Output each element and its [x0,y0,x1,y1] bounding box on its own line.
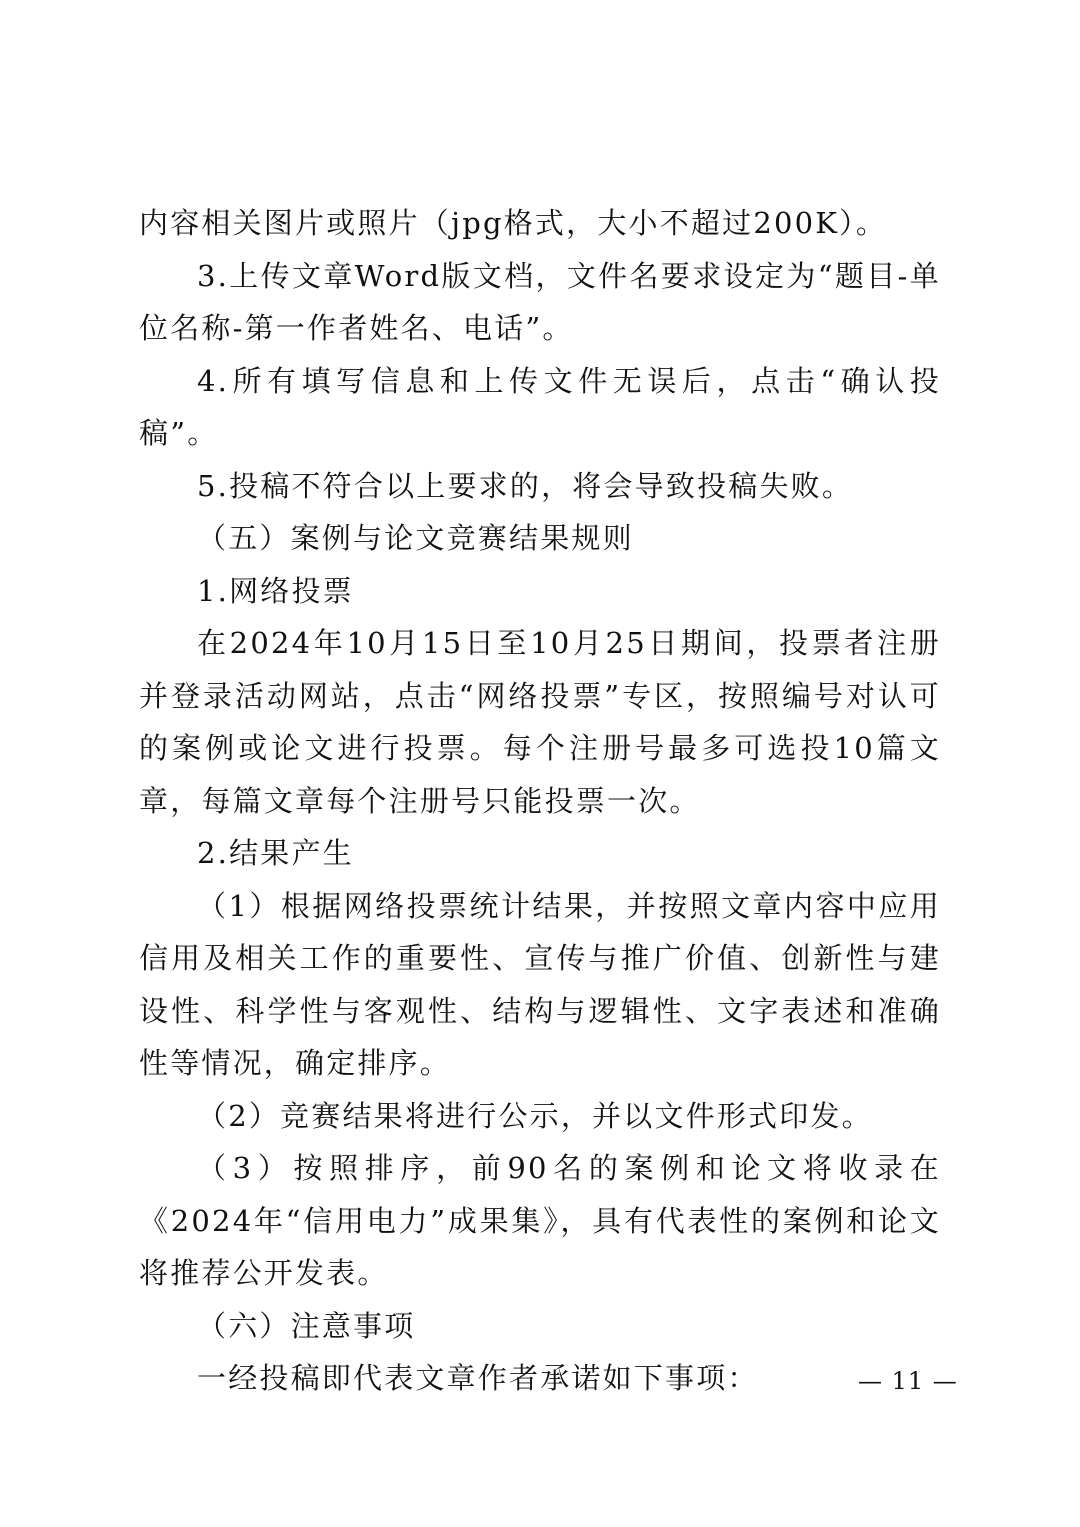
subheading-online-voting: 1.网络投票 [197,573,354,608]
paragraph-ranking-criteria: （1）根据网络投票统计结果，并按照文章内容中应用信用及相关工作的重要性、宣传与推广价值、创新性与建设性、科学性与客观性、结构与逻辑性、文字表述和准确性等情况，确定排序。 [139,888,941,1080]
paragraph-confirm-submission: 4.所有填写信息和上传文件无误后，点击“确认投稿”。 [139,363,941,450]
page-number: — 11 — [858,1367,958,1395]
paragraph-collection-inclusion: （3）按照排序，前90名的案例和论文将收录在《2024年“信用电力”成果集》，具有代表性的案例和论文将推荐公开发表。 [139,1151,941,1290]
paragraph-image-requirement: 内容相关图片或照片（jpg格式，大小不超过200K）。 [139,206,888,240]
paragraph-upload-word: 3.上传文章Word版文档，文件名要求设定为“题目-单位名称-第一作者姓名、电话”。 [139,258,941,345]
paragraph-voting-period: 在2024年10月15日至10月25日期间，投票者注册并登录活动网站，点击“网络投票”专区，按照编号对认可的案例或论文进行投票。每个注册号最多可选投10篇文章，每篇文章每个注册号只能投票一次。 [139,626,941,818]
subheading-result-generation: 2.结果产生 [197,836,354,870]
document-body [139,197,941,1405]
section-heading-results-rules: （五）案例与论文竞赛结果规则 [197,521,634,555]
paragraph-author-commitment: 一经投稿即代表文章作者承诺如下事项： [197,1361,759,1395]
paragraph-results-publication: （2）竞赛结果将进行公示，并以文件形式印发。 [197,1098,873,1133]
section-heading-notes: （六）注意事项 [197,1308,416,1343]
paragraph-submission-failure: 5.投稿不符合以上要求的，将会导致投稿失败。 [197,468,854,503]
